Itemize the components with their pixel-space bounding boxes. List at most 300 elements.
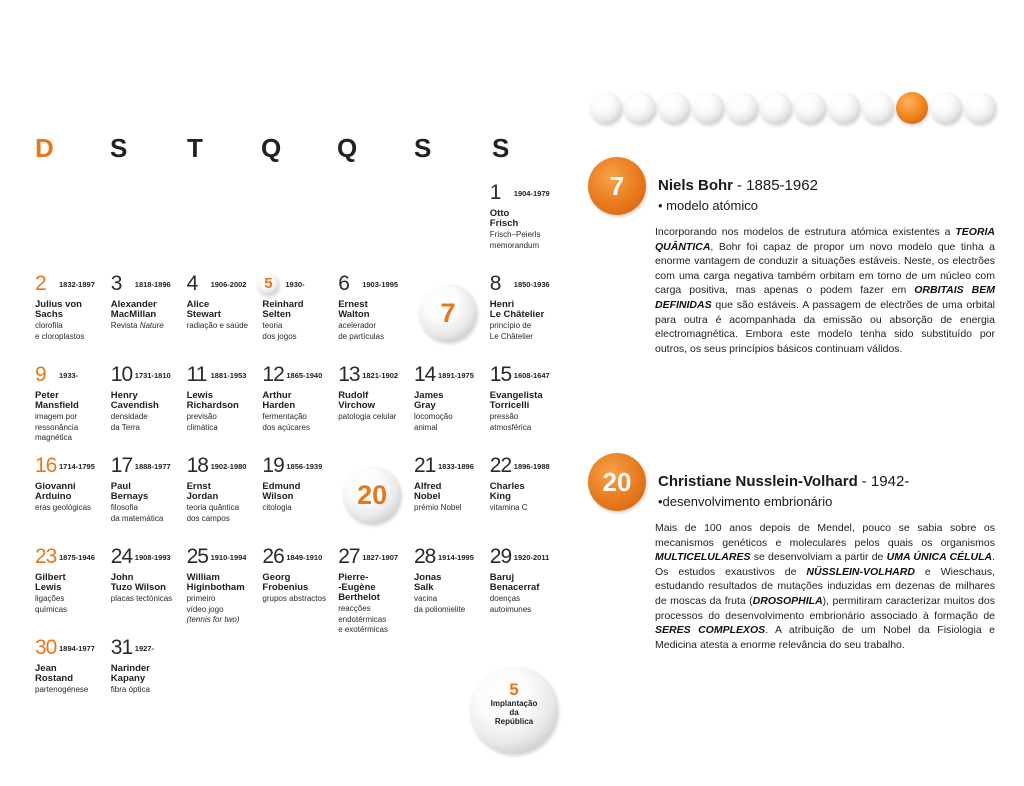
name-line: Georg xyxy=(262,572,291,583)
description-line: fibra óptica xyxy=(110,685,150,694)
weekday-header-thursday: Q xyxy=(337,133,358,163)
description-line: da matemática xyxy=(110,513,164,523)
month-marker xyxy=(964,92,996,124)
scientist-name xyxy=(262,482,338,502)
weekday-header-wednesday: Q xyxy=(261,133,282,163)
day-cell xyxy=(490,455,566,546)
name-line: Jonas xyxy=(414,572,442,583)
featured-scientist-title xyxy=(658,177,818,195)
contribution xyxy=(338,604,414,636)
life-years: 1875-1946 xyxy=(59,552,95,562)
day-cell xyxy=(262,273,338,364)
name-line: Jordan xyxy=(186,491,219,502)
day-header xyxy=(35,455,111,477)
description-line: teoria quântica xyxy=(186,503,240,512)
description-line: patologia celular xyxy=(338,412,397,421)
scientist-name xyxy=(414,482,490,502)
name-line: Kapany xyxy=(110,673,146,684)
day-number: 25 xyxy=(186,545,208,568)
name-line: Frobenius xyxy=(262,582,309,593)
name-line: Lewis xyxy=(186,390,213,401)
featured-scientist-name: Christiane Nusslein-Volhard xyxy=(658,473,858,490)
description-line xyxy=(111,321,187,332)
name-line: Pierre- xyxy=(338,572,369,583)
day-number: 29 xyxy=(489,545,512,568)
name-line: Alfred xyxy=(414,481,442,492)
day-cell xyxy=(187,273,263,364)
description-line: dos açúcares xyxy=(262,422,310,432)
name-line: Wilson xyxy=(262,491,294,502)
day-header xyxy=(111,364,187,386)
featured-scientist-body xyxy=(655,521,995,652)
weekday-header-tuesday: T xyxy=(187,133,203,163)
contribution xyxy=(187,321,263,332)
featured-day-circle xyxy=(419,284,477,342)
scientist-name xyxy=(414,573,490,593)
description-line: filosofia xyxy=(110,503,138,512)
description-line: doenças xyxy=(489,594,521,603)
life-years: 1891-1975 xyxy=(438,370,474,380)
day-cell xyxy=(111,273,187,364)
name-line: Richardson xyxy=(186,400,239,411)
day-number: 3 xyxy=(110,272,122,295)
description-line: ligações xyxy=(35,594,65,603)
name-line: Jean xyxy=(35,663,57,674)
scientist-name xyxy=(490,209,566,229)
scientist-name xyxy=(187,391,263,411)
day-header xyxy=(262,364,338,386)
day-cell xyxy=(262,364,338,455)
day-number: 11 xyxy=(186,363,207,386)
holiday-label-line: da xyxy=(509,708,519,717)
name-line: Frisch xyxy=(489,218,519,229)
description-line: magnética xyxy=(35,433,72,442)
day-number: 16 xyxy=(35,454,57,477)
text-segment: se desenvolviam a partir de xyxy=(750,551,887,564)
scientist-name xyxy=(35,300,111,320)
day-cell xyxy=(414,455,490,546)
day-header xyxy=(111,637,187,659)
emphasized-term: ORBITAIS BEM DEFINIDAS xyxy=(655,284,996,311)
life-years: 1902-1980 xyxy=(210,461,247,471)
life-years: 1910-1994 xyxy=(210,552,247,562)
day-cell xyxy=(187,364,263,455)
name-line: Alexander xyxy=(110,299,157,310)
description-line: e cloroplastos xyxy=(35,331,85,341)
contribution xyxy=(35,503,111,514)
day-cell xyxy=(111,455,187,546)
name-line: Gilbert xyxy=(35,572,66,583)
featured-day-cell xyxy=(338,455,414,546)
life-years: 1818-1896 xyxy=(134,279,171,289)
description-line: da poliomielite xyxy=(414,604,466,614)
contribution xyxy=(262,412,338,433)
name-line: Salk xyxy=(414,582,434,593)
name-line: Arduino xyxy=(35,491,72,502)
contribution xyxy=(490,594,566,615)
life-years: 1827-1907 xyxy=(362,552,399,562)
name-line: Le Châtelier xyxy=(489,309,545,320)
day-number: 23 xyxy=(35,545,57,568)
description-line: da Terra xyxy=(110,422,140,432)
description-line: citologia xyxy=(262,503,292,512)
day-cell xyxy=(187,546,263,637)
life-years: 1920-2011 xyxy=(513,552,550,562)
name-line: -Eugène xyxy=(338,582,376,593)
life-years: 1881-1953 xyxy=(210,370,247,380)
featured-day-circle xyxy=(343,466,401,524)
description-line: princípio de xyxy=(489,321,532,330)
description-line: químicas xyxy=(35,604,68,614)
life-years: 1833-1896 xyxy=(438,461,474,471)
life-years: 1908-1993 xyxy=(134,552,171,562)
featured-day-number: 20 xyxy=(357,479,388,510)
day-cell xyxy=(338,546,414,637)
life-years: 1865-1940 xyxy=(286,370,323,380)
contribution xyxy=(187,503,263,524)
day-header xyxy=(111,455,187,477)
name-line: Narinder xyxy=(110,663,150,674)
name-line: Selten xyxy=(262,309,291,320)
scientist-name xyxy=(111,391,187,411)
day-number: 19 xyxy=(262,454,284,477)
month-marker xyxy=(624,92,656,124)
featured-day-badge xyxy=(588,453,646,511)
name-line: James xyxy=(414,390,444,401)
month-marker xyxy=(828,92,860,124)
name-line: Charles xyxy=(489,481,525,492)
life-years: 1849-1910 xyxy=(286,552,323,562)
description-line: dos campos xyxy=(186,513,230,523)
name-line: Sachs xyxy=(35,309,63,320)
contribution xyxy=(414,412,490,433)
scientist-name xyxy=(338,391,414,411)
day-header xyxy=(262,546,338,568)
month-markers xyxy=(590,92,996,124)
scientist-name xyxy=(338,300,414,320)
day-number: 15 xyxy=(489,363,512,386)
description-line: radiação e saúde xyxy=(186,321,248,330)
name-line: Giovanni xyxy=(35,481,76,492)
name-line: Ernst xyxy=(186,481,211,492)
scientist-name xyxy=(490,573,566,593)
description-line: densidade xyxy=(110,412,148,421)
featured-day-number: 7 xyxy=(440,297,456,328)
featured-scientist-title xyxy=(658,473,909,491)
day-number: 18 xyxy=(186,454,208,477)
scientist-name xyxy=(414,391,490,411)
day-number: 4 xyxy=(186,272,198,295)
month-marker xyxy=(862,92,894,124)
name-line: Walton xyxy=(338,309,370,320)
current-month-marker xyxy=(896,92,928,124)
description-line: vídeo jogo xyxy=(186,604,224,614)
contribution xyxy=(262,503,338,514)
day-cell xyxy=(414,364,490,455)
day-cell xyxy=(111,546,187,637)
life-years: 1896-1988 xyxy=(513,461,550,471)
featured-scientist-topic: • modelo atómico xyxy=(658,198,758,213)
day-number: 9 xyxy=(35,363,46,386)
day-cell xyxy=(490,182,566,273)
contribution xyxy=(187,594,263,626)
text-segment: ), permitiram caracterizar muitos dos processos do desenvolvimento embrionário associado à formação de xyxy=(655,594,995,622)
day-cell xyxy=(338,364,414,455)
contribution xyxy=(111,594,187,605)
day-cell xyxy=(490,364,566,455)
day-number: 28 xyxy=(414,545,436,568)
featured-day-badge-number: 20 xyxy=(602,466,632,497)
contribution xyxy=(35,594,111,615)
holiday-day-number: 5 xyxy=(257,273,279,295)
featured-scientist-panel xyxy=(588,453,1008,663)
day-header xyxy=(187,273,263,295)
month-marker xyxy=(930,92,962,124)
name-line: Higinbotham xyxy=(186,582,245,593)
day-cell xyxy=(35,273,111,364)
name-line: Torricelli xyxy=(489,400,530,411)
contribution xyxy=(490,412,566,433)
description-line: de partículas xyxy=(338,331,384,341)
day-header xyxy=(490,273,566,295)
day-cell xyxy=(490,546,566,637)
scientist-name xyxy=(111,482,187,502)
contribution xyxy=(111,321,187,332)
description-line: primeiro xyxy=(186,594,216,603)
description-line: climática xyxy=(186,422,218,432)
description-line: reacções xyxy=(338,604,371,613)
name-line: Harden xyxy=(262,400,296,411)
featured-scientist-name: Niels Bohr xyxy=(658,177,734,194)
contribution xyxy=(187,412,263,433)
day-header xyxy=(490,455,566,477)
emphasized-term: TEORIA QUÂNTICA xyxy=(655,226,995,253)
emphasized-term: UMA ÚNICA CÉLULA xyxy=(886,551,993,564)
scientist-name xyxy=(262,391,338,411)
weekday-header-sunday: D xyxy=(35,133,54,163)
name-line: Otto xyxy=(489,208,510,219)
day-number: 8 xyxy=(489,272,501,295)
name-line: Arthur xyxy=(262,390,292,401)
contribution xyxy=(414,503,490,514)
featured-scientist-dates: - 1885-1962 xyxy=(737,177,818,194)
emphasized-term: DROSOPHILA xyxy=(752,594,823,607)
weekday-header-monday: S xyxy=(110,133,128,163)
weekday-header-friday: S xyxy=(414,133,432,163)
contribution xyxy=(490,321,566,342)
text-segment: Incorporando nos modelos de estrutura atómica existentes a xyxy=(655,226,956,238)
description-line: clorofila xyxy=(35,321,63,330)
day-cell xyxy=(111,637,187,728)
description-line xyxy=(187,615,263,626)
day-header xyxy=(490,546,566,568)
day-header xyxy=(338,273,414,295)
life-years: 1930- xyxy=(285,279,305,289)
day-number: 31 xyxy=(110,636,133,659)
holiday-day-number: 5 xyxy=(509,680,519,699)
day-number: 26 xyxy=(262,545,284,568)
description-line: animal xyxy=(414,422,438,432)
day-cell xyxy=(35,637,111,728)
day-number: 10 xyxy=(110,363,133,386)
name-line: Nobel xyxy=(414,491,441,502)
featured-day-cell xyxy=(414,273,490,364)
life-years: 1888-1977 xyxy=(134,461,171,471)
day-number: 21 xyxy=(414,454,436,477)
contribution xyxy=(490,230,566,251)
name-line: Alice xyxy=(186,299,210,310)
scientist-name xyxy=(490,482,566,502)
day-header xyxy=(490,364,566,386)
name-line: Rudolf xyxy=(338,390,369,401)
featured-scientist-panel xyxy=(588,157,1008,367)
life-years: 1856-1939 xyxy=(286,461,323,471)
scientist-name xyxy=(262,300,338,320)
contribution xyxy=(111,685,187,696)
day-number: 2 xyxy=(35,272,46,295)
featured-scientist-body xyxy=(655,225,995,356)
description-line: locomoção xyxy=(414,412,453,421)
name-line: Ernest xyxy=(338,299,368,310)
day-number: 17 xyxy=(110,454,133,477)
day-header xyxy=(35,546,111,568)
name-line: William xyxy=(186,572,220,583)
day-number: 1 xyxy=(489,181,501,204)
month-marker xyxy=(794,92,826,124)
day-number: 22 xyxy=(489,454,512,477)
scientist-name xyxy=(111,300,187,320)
day-header xyxy=(490,182,566,204)
description-line: teoria xyxy=(262,321,283,330)
life-years: 1832-1897 xyxy=(59,279,95,289)
life-years: 1850-1936 xyxy=(513,279,550,289)
life-years: 1927- xyxy=(134,643,154,653)
contribution xyxy=(338,321,414,342)
description-line: vacina xyxy=(414,594,438,603)
holiday-circle xyxy=(470,666,558,754)
scientist-name xyxy=(35,391,111,411)
text-segment: , Bohr foi capaz de propor um novo modelo que tinha a enorme vantagem de conduzir a situações estáveis. Neste, os electrões com uma carga negativa também orbitam em torno de um núcleo com carga positiva, mas apenas o podem fazer em xyxy=(655,240,995,297)
contribution xyxy=(490,503,566,514)
description-line: prémio Nobel xyxy=(414,503,462,512)
scientist-name xyxy=(187,482,263,502)
description-line: atmosférica xyxy=(489,422,532,432)
contribution xyxy=(414,594,490,615)
day-number: 13 xyxy=(338,363,360,386)
description-line: ressonância xyxy=(35,422,79,432)
scientist-name xyxy=(490,300,566,320)
description-line: autoimunes xyxy=(489,604,532,614)
name-line: Paul xyxy=(110,481,131,492)
day-number: 27 xyxy=(338,545,360,568)
life-years: 1894-1977 xyxy=(59,643,95,653)
description-line: acelerador xyxy=(338,321,376,330)
holiday-label-line: República xyxy=(494,717,534,726)
name-line: Rostand xyxy=(35,673,73,684)
weekday-header-saturday: S xyxy=(492,133,510,163)
name-line: Henri xyxy=(489,299,515,310)
life-years: 1933- xyxy=(59,370,79,380)
text-segment: Mais de 100 anos depois de Mendel, pouco se sabia sobre os mecanismos genéticos e moleculares pelos quais os organismos xyxy=(655,522,995,549)
scientist-name xyxy=(35,573,111,593)
name-line: Evangelista xyxy=(489,390,543,401)
day-header xyxy=(111,273,187,295)
day-number: 12 xyxy=(262,363,284,386)
featured-scientist-topic: •desenvolvimento embrionário xyxy=(658,494,833,509)
name-line: Stewart xyxy=(186,309,221,320)
name-line: Reinhard xyxy=(262,299,304,310)
contribution xyxy=(111,503,187,524)
name-line: John xyxy=(110,572,134,583)
description-line: previsão xyxy=(186,412,217,421)
name-line: Edmund xyxy=(262,481,301,492)
description-line: Frisch–Peierls xyxy=(489,230,541,239)
day-header xyxy=(262,273,338,295)
day-number: 24 xyxy=(110,545,133,568)
day-header xyxy=(187,546,263,568)
description-line: dos jogos xyxy=(262,331,297,341)
day-header xyxy=(414,546,490,568)
italic-text: (tennis for two) xyxy=(186,615,240,624)
emphasized-term: MULTICELULARES xyxy=(655,551,751,564)
name-line: Cavendish xyxy=(110,400,159,411)
featured-day-badge-number: 7 xyxy=(609,170,625,201)
scientist-name xyxy=(111,573,187,593)
name-line: King xyxy=(489,491,511,502)
name-line: Benacerraf xyxy=(489,582,540,593)
text-segment: e Wieschaus, estudando resultados de mutações induzidas em dezenas de milhares de moscas da fruta ( xyxy=(655,565,995,607)
description-line: fermentação xyxy=(262,412,307,421)
day-cell xyxy=(262,546,338,637)
life-years: 1906-2002 xyxy=(210,279,247,289)
day-cell xyxy=(35,364,111,455)
text-segment: . Os estudos exaustivos de xyxy=(655,551,996,578)
scientist-name xyxy=(187,573,263,593)
name-line: Mansfield xyxy=(35,400,79,411)
day-header xyxy=(35,637,111,659)
day-cell xyxy=(187,455,263,546)
contribution xyxy=(35,321,111,342)
featured-scientist-dates: - 1942- xyxy=(861,473,910,490)
month-marker xyxy=(726,92,758,124)
day-header xyxy=(414,455,490,477)
contribution xyxy=(262,321,338,342)
scientist-name xyxy=(35,482,111,502)
description-line: grupos abstractos xyxy=(262,594,326,603)
life-years: 1821-1902 xyxy=(362,370,399,380)
emphasized-term: SERES COMPLEXOS xyxy=(655,624,766,637)
description-line: placas tectónicas xyxy=(110,594,173,603)
featured-day-badge xyxy=(588,157,646,215)
day-cell xyxy=(35,455,111,546)
month-marker xyxy=(658,92,690,124)
name-line: Henry xyxy=(110,390,138,401)
day-header xyxy=(35,364,111,386)
day-header xyxy=(414,364,490,386)
day-cell xyxy=(262,455,338,546)
emphasized-term: NÜSSLEIN-VOLHARD xyxy=(806,565,915,578)
text-segment: Revista xyxy=(110,321,140,330)
month-marker xyxy=(760,92,792,124)
scientist-name xyxy=(111,664,187,684)
life-years: 1608-1647 xyxy=(513,370,550,380)
description-line: endotérmicas xyxy=(338,614,387,624)
contribution xyxy=(35,412,111,444)
name-line: Gray xyxy=(414,400,436,411)
italic-text: Nature xyxy=(139,321,164,330)
text-segment: que são estáveis. A passagem de electrões de uma orbital para outra é acompanhada da emissão ou absorção de energia electromagnética. Embora este modelo tenha sido substituído por outros, os seus princípios básicos continuam válidos. xyxy=(655,298,995,355)
name-line: Virchow xyxy=(338,400,375,411)
